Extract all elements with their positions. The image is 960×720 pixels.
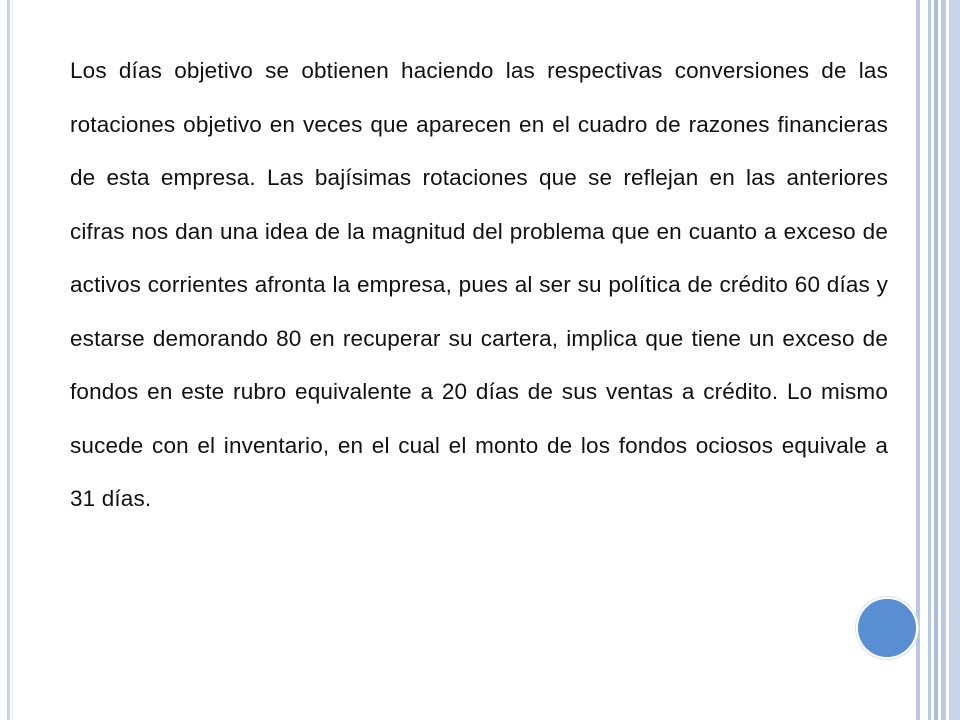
left-frame-line [7,0,10,720]
decorative-circle [856,597,918,659]
left-frame-inner-line [12,0,13,720]
right-stripe [949,0,960,720]
body-paragraph: Los días objetivo se obtienen haciendo las respectivas conversiones de las rotaciones objetivo en veces que aparecen en el cuadro de razones financieras de esta empresa. Las bajísimas rotaciones que se reflejan en las anteriores cifras nos dan una idea de la magnitud del problema que en cuanto a exceso de activos corrientes afronta la empresa, pues al ser su política de crédito 60 días y estarse demorando 80 en recuperar su cartera, implica que tiene un exceso de fondos en este rubro equivalente a 20 días de sus ventas a crédito. Lo mismo sucede con el inventario, en el cual el monto de los fondos ociosos equivale a 31 días. [70,58,888,511]
right-stripe-gap [920,0,928,720]
